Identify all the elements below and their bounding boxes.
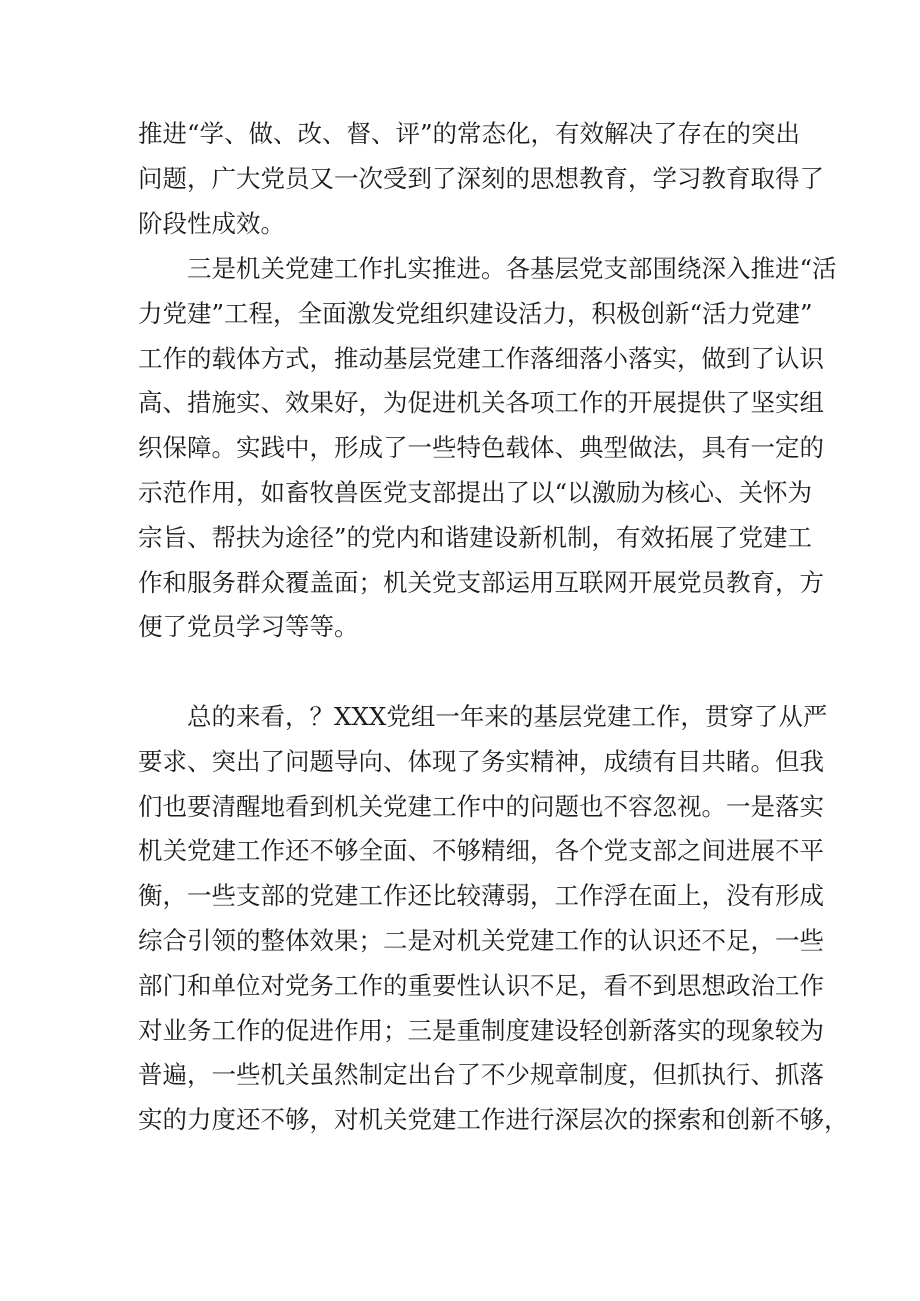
paragraph-summary [138, 695, 849, 1143]
paragraph-continuation [138, 112, 824, 246]
text-line: 作和服务群众覆盖面；机关党支部运用互联网开展党员教育，方 [138, 567, 824, 597]
text-line: 宗旨、帮扶为途径”的党内和谐建设新机制，有效拓展了党建工 [138, 522, 813, 552]
text-line: 部门和单位对党务工作的重要性认识不足，看不到思想政治工作 [138, 970, 824, 1000]
text-line: 问题，广大党员又一次受到了深刻的思想教育，学习教育取得了 [138, 163, 824, 193]
text-line: 普遍，一些机关虽然制定出台了不少规章制度，但抓执行、抓落 [138, 1060, 824, 1090]
text-line: 实的力度还不够，对机关党建工作进行深层次的探索和创新不够， [138, 1105, 849, 1135]
text-line: 织保障。实践中，形成了一些特色载体、典型做法，具有一定的 [138, 433, 824, 463]
text-line: 对业务工作的促进作用；三是重制度建设轻创新落实的现象较为 [138, 1015, 824, 1045]
text-line: 工作的载体方式，推动基层党建工作落细落小落实，做到了认识 [138, 343, 824, 373]
text-line: 要求、突出了问题导向、体现了务实精神，成绩有目共睹。但我 [138, 746, 824, 776]
text-line: 力党建”工程，全面激发党组织建设活力，积极创新“活力党建” [138, 298, 813, 328]
text-line: 高、措施实、效果好，为促进机关各项工作的开展提供了坚实组 [138, 388, 824, 418]
text-line: 综合引领的整体效果；二是对机关党建工作的认识还不足，一些 [138, 925, 824, 955]
text-line: 三是机关党建工作扎实推进。各基层党支部围绕深入推进“活 [187, 254, 837, 283]
text-line: 衡，一些支部的党建工作还比较薄弱，工作浮在面上，没有形成 [138, 881, 824, 911]
text-line: 总的来看，？XXX党组一年来的基层党建工作，贯穿了从严 [187, 702, 828, 731]
text-line: 们也要清醒地看到机关党建工作中的问题也不容忽视。一是落实 [138, 791, 824, 821]
text-line: 示范作用，如畜牧兽医党支部提出了以“以激励为核心、关怀为 [138, 477, 813, 507]
text-line: 推进“学、做、改、督、评”的常态化，有效解决了存在的突出 [138, 119, 801, 148]
text-line: 便了党员学习等等。 [138, 612, 359, 642]
text-line: 阶段性成效。 [138, 208, 285, 238]
text-line: 机关党建工作还不够全面、不够精细，各个党支部之间进展不平 [138, 836, 824, 866]
paragraph-party-building [138, 247, 837, 650]
